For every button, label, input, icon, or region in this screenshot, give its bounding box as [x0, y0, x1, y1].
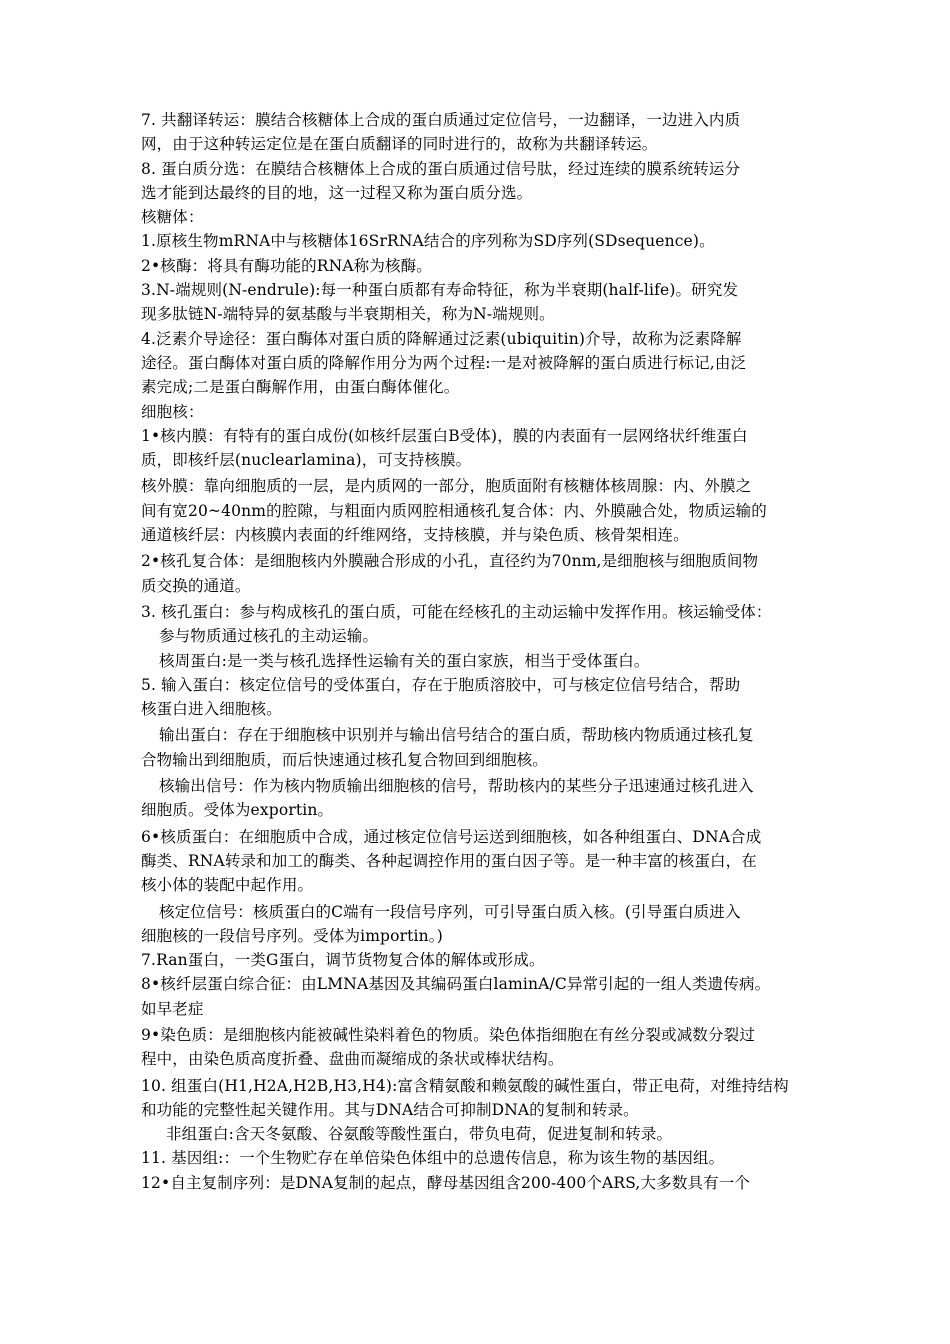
text-line: 酶类、RNA转录和加工的酶类、各种起调控作用的蛋白因子等。是一种丰富的核蛋白，在 — [141, 851, 757, 870]
text-line: 4.泛素介导途径：蛋白酶体对蛋白质的降解通过泛素(ubiquitin)介导，故称为泛素降解 — [141, 329, 742, 348]
text-line: 7.Ran蛋白，一类G蛋白，调节货物复合体的解体或形成。 — [141, 951, 545, 970]
text-line: 核输出信号：作为核内物质输出细胞核的信号，帮助核内的某些分子迅速通过核孔进入 — [159, 777, 754, 796]
text-line: 8. 蛋白质分选：在膜结合核糖体上合成的蛋白质通过信号肽，经过连续的膜系统转运分 — [141, 159, 741, 178]
text-line: 核小体的装配中起作用。 — [141, 876, 314, 895]
text-line: 程中，由染色质高度折叠、盘曲而凝缩成的条状或棒状结构。 — [141, 1050, 564, 1069]
text-line: 质交换的通道。 — [141, 576, 251, 595]
document-page — [141, 108, 813, 1195]
text-line: 3.N-端规则(N-endrule):每一种蛋白质都有寿命特征，称为半衰期(half-life)。研究发 — [141, 281, 739, 300]
text-line: 2•核酶：将具有酶功能的RNA称为核酶。 — [141, 256, 432, 275]
text-line: 细胞核的一段信号序列。受体为importin。) — [141, 926, 443, 945]
section-heading: 核糖体： — [141, 208, 204, 227]
text-line: 1•核内膜：有特有的蛋白成份(如核纤层蛋白B受体)，膜的内表面有一层网络状纤维蛋白 — [141, 426, 748, 445]
text-line: 细胞质。受体为exportin。 — [141, 801, 334, 820]
text-line: 核蛋白进入细胞核。 — [141, 700, 282, 719]
text-line: 参与物质通过核孔的主动运输。 — [159, 627, 379, 646]
text-line: 核定位信号：核质蛋白的C端有一段信号序列，可引导蛋白质入核。(引导蛋白质进入 — [159, 902, 741, 921]
text-line: 2•核孔复合体：是细胞核内外膜融合形成的小孔，直径约为70nm,是细胞核与细胞质间物 — [141, 552, 759, 571]
text-line: 和功能的完整性起关键作用。其与DNA结合可抑制DNA的复制和转录。 — [141, 1100, 639, 1119]
text-line: 素完成;二是蛋白酶解作用，由蛋白酶体催化。 — [141, 378, 460, 397]
text-line: 9•染色质：是细胞核内能被碱性染料着色的物质。染色体指细胞在有丝分裂或减数分裂过 — [141, 1025, 756, 1044]
text-line: 5. 输入蛋白：核定位信号的受体蛋白，存在于胞质溶胶中，可与核定位信号结合，帮助 — [141, 675, 741, 694]
text-line: 合物输出到细胞质，而后快速通过核孔复合物回到细胞核。 — [141, 750, 548, 769]
text-line: 核外膜：靠向细胞质的一层，是内质网的一部分，胞质面附有核糖体核周腺：内、外膜之 — [141, 477, 752, 496]
text-line: 非组蛋白:含天冬氨酸、谷氨酸等酸性蛋白，带负电荷，促进复制和转录。 — [166, 1125, 673, 1144]
text-line: 选才能到达最终的目的地，这一过程又称为蛋白质分选。 — [141, 183, 533, 202]
text-line: 途径。蛋白酶体对蛋白质的降解作用分为两个过程:一是对被降解的蛋白质进行标记,由泛 — [141, 353, 747, 372]
text-line: 质，即核纤层(nuclearlamina)，可支持核膜。 — [141, 451, 472, 470]
text-line: 通道核纤层：内核膜内表面的纤维网络，支持核膜，并与染色质、核骨架相连。 — [141, 526, 689, 545]
text-line: 间有宽20~40nm的腔隙，与粗面内质网腔相通核孔复合体：内、外膜融合处，物质运输的 — [141, 501, 767, 520]
text-line: 1.原核生物mRNA中与核糖体16SrRNA结合的序列称为SD序列(SDsequence)。 — [141, 232, 715, 251]
text-line: 6•核质蛋白：在细胞质中合成，通过核定位信号运送到细胞核，如各种组蛋白、DNA合成 — [141, 827, 762, 846]
text-line: 7. 共翻译转运：膜结合核糖体上合成的蛋白质通过定位信号，一边翻译，一边进入内质 — [141, 111, 741, 129]
text-line: 8•核纤层蛋白综合征：由LMNA基因及其编码蛋白laminA/C异常引起的一组人类遗传病。 — [141, 975, 771, 994]
section-heading: 细胞核： — [141, 402, 204, 421]
text-line: 12•自主复制序列：是DNA复制的起点，酵母基因组含200-400个ARS,大多数具有一个 — [141, 1173, 751, 1192]
text-line: 11. 基因组:：一个生物贮存在单倍染色体组中的总遗传信息，称为该生物的基因组。 — [141, 1149, 725, 1168]
text-line: 核周蛋白:是一类与核孔选择性运输有关的蛋白家族，相当于受体蛋白。 — [159, 651, 650, 670]
text-line: 10. 组蛋白(H1,H2A,H2B,H3,H4):富含精氨酸和赖氨酸的碱性蛋白，带正电荷，对维持结构 — [141, 1076, 789, 1095]
text-line: 如早老症 — [141, 999, 204, 1018]
text-line: 3. 核孔蛋白：参与构成核孔的蛋白质，可能在经核孔的主动运输中发挥作用。核运输受体： — [141, 602, 772, 621]
text-line: 输出蛋白：存在于细胞核中识别并与输出信号结合的蛋白质，帮助核内物质通过核孔复 — [159, 726, 754, 745]
text-line: 现多肽链N-端特异的氨基酸与半衰期相关，称为N-端规则。 — [141, 305, 555, 324]
text-line: 网，由于这种转运定位是在蛋白质翻译的同时进行的，故称为共翻译转运。 — [141, 135, 658, 154]
